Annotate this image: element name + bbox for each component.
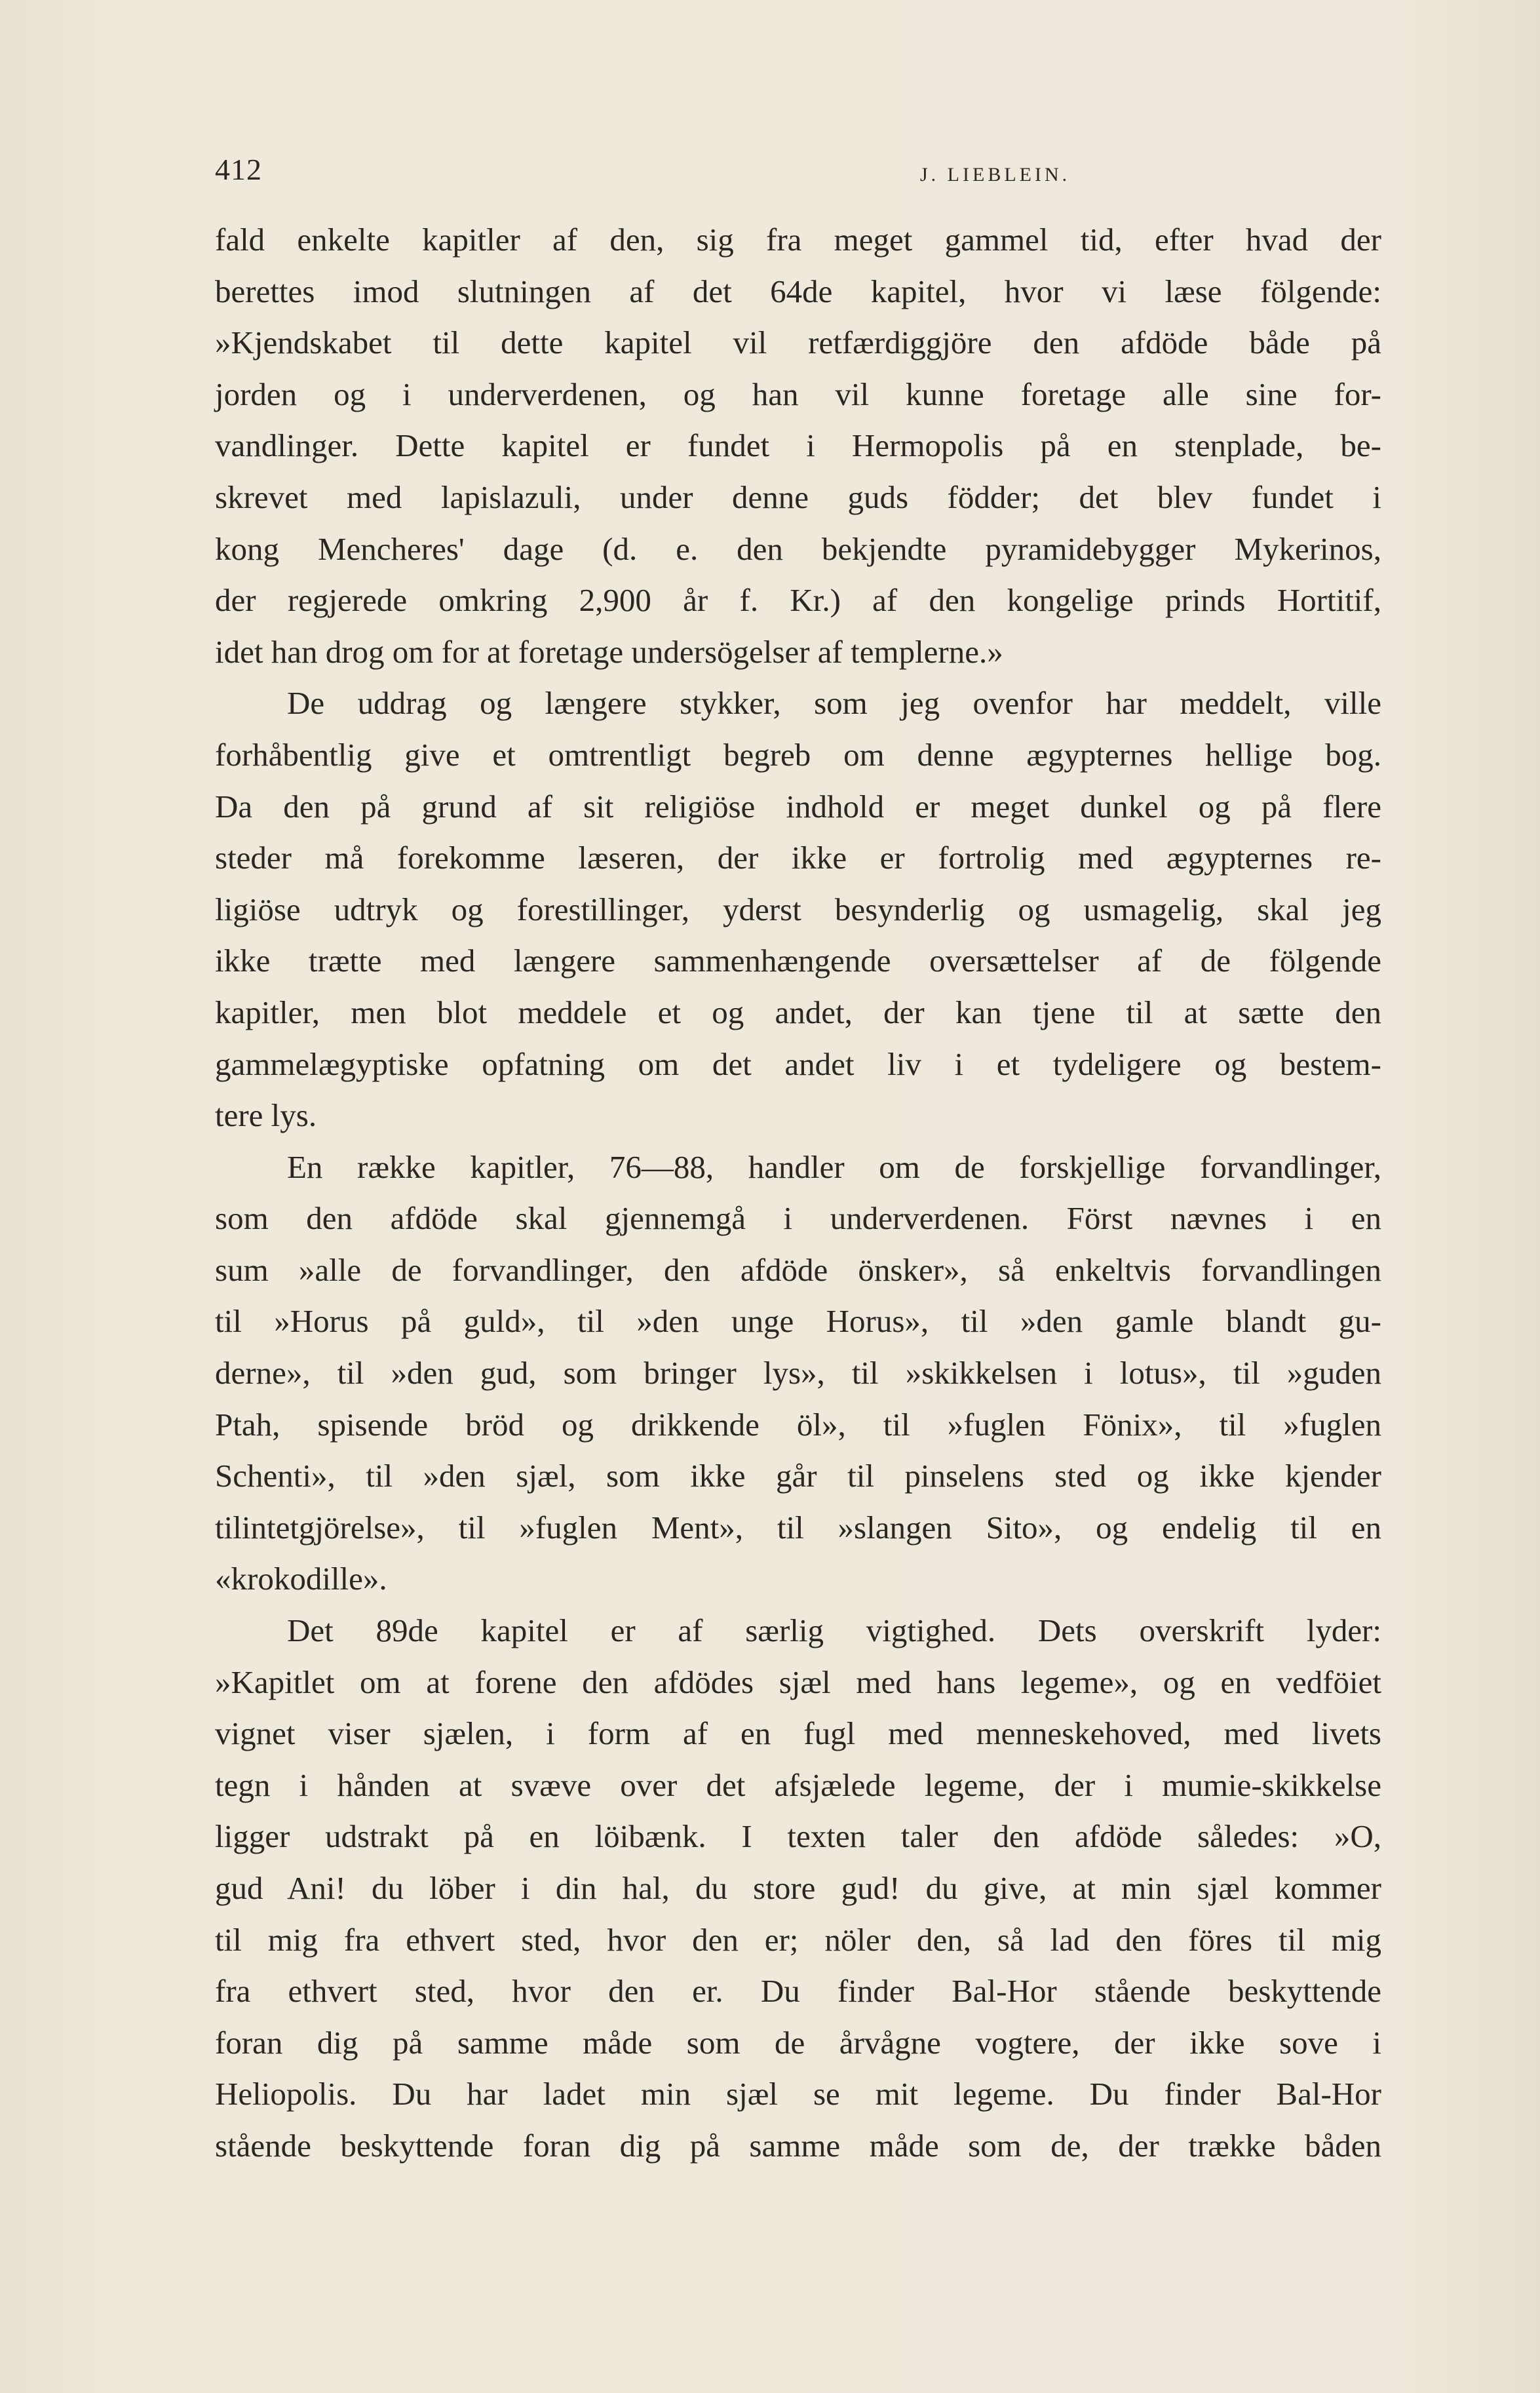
- text-line: som den afdöde skal gjennemgå i underverdenen. Först nævnes i en: [215, 1200, 1381, 1237]
- text-line: kapitler, men blot meddele et og andet, der kan tjene til at sætte den: [215, 994, 1381, 1030]
- text-line: til »Horus på guld», til »den unge Horus», til »den gamle blandt gu-: [215, 1303, 1381, 1340]
- text-line: forhåbentlig give et omtrentligt begreb om denne ægypternes hellige bog.: [215, 736, 1381, 773]
- text-line: fald enkelte kapitler af den, sig fra meget gammel tid, efter hvad der: [215, 222, 1381, 258]
- text-line: berettes imod slutningen af det 64de kapitel, hvor vi læse fölgende:: [215, 273, 1381, 309]
- text-line: sum »alle de forvandlinger, den afdöde önsker», så enkeltvis forvandlingen: [215, 1251, 1381, 1288]
- paragraph-start: De uddrag og længere stykker, som jeg ovenfor har meddelt, ville: [287, 685, 1381, 722]
- text-line: idet han drog om for at foretage undersögelser af templerne.»: [215, 633, 1003, 670]
- running-head: J. LIEBLEIN.: [920, 164, 1071, 185]
- text-line: vandlinger. Dette kapitel er fundet i Hermopolis på en stenplade, be-: [215, 427, 1381, 464]
- paragraph-start: Det 89de kapitel er af særlig vigtighed. Dets overskrift lyder:: [287, 1612, 1381, 1649]
- text-line: der regjerede omkring 2,900 år f. Kr.) af den kongelige prinds Hortitif,: [215, 582, 1381, 619]
- text-line: Ptah, spisende bröd og drikkende öl», til »fuglen Fönix», til »fuglen: [215, 1406, 1381, 1443]
- text-line: »Kapitlet om at forene den afdödes sjæl med hans legeme», og en vedföiet: [215, 1663, 1381, 1700]
- text-line: foran dig på samme måde som de årvågne vogtere, der ikke sove i: [215, 2024, 1381, 2061]
- text-line: Da den på grund af sit religiöse indhold er meget dunkel og på flere: [215, 788, 1381, 825]
- body-text: [215, 214, 1381, 2172]
- text-line: steder må forekomme læseren, der ikke er fortrolig med ægypternes re-: [215, 840, 1381, 876]
- text-line: ikke trætte med længere sammenhængende oversættelser af de fölgende: [215, 943, 1381, 979]
- text-line: Heliopolis. Du har ladet min sjæl se mit legeme. Du finder Bal-Hor: [215, 2076, 1381, 2112]
- text-line: ligiöse udtryk og forestillinger, yderst besynderlig og usmagelig, skal jeg: [215, 891, 1381, 927]
- page-number: 412: [215, 153, 262, 186]
- text-line: jorden og i underverdenen, og han vil kunne foretage alle sine for-: [215, 376, 1381, 412]
- text-line: stående beskyttende foran dig på samme måde som de, der trække båden: [215, 2127, 1381, 2164]
- text-line: derne», til »den gud, som bringer lys», til »skikkelsen i lotus», til »guden: [215, 1355, 1381, 1391]
- text-line: vignet viser sjælen, i form af en fugl med menneskehoved, med livets: [215, 1715, 1381, 1752]
- text-line: gammelægyptiske opfatning om det andet liv i et tydeligere og bestem-: [215, 1045, 1381, 1082]
- text-line: tilintetgjörelse», til »fuglen Ment», til »slangen Sito», og endelig til en: [215, 1509, 1381, 1546]
- text-line: skrevet med lapislazuli, under denne guds födder; det blev fundet i: [215, 478, 1381, 515]
- text-line: «krokodille».: [215, 1561, 387, 1597]
- paragraph-start: En række kapitler, 76—88, handler om de forskjellige forvandlinger,: [287, 1148, 1381, 1185]
- text-line: kong Mencheres' dage (d. e. den bekjendte pyramidebygger Mykerinos,: [215, 530, 1381, 567]
- text-line: Schenti», til »den sjæl, som ikke går til pinselens sted og ikke kjender: [215, 1458, 1381, 1494]
- text-line: fra ethvert sted, hvor den er. Du finder Bal-Hor stående beskyttende: [215, 1973, 1381, 2010]
- text-line: tegn i hånden at svæve over det afsjælede legeme, der i mumie-skikkelse: [215, 1766, 1381, 1803]
- text-line: ligger udstrakt på en löibænk. I texten taler den afdöde således: »O,: [215, 1818, 1381, 1855]
- text-line: gud Ani! du löber i din hal, du store gud! du give, at min sjæl kommer: [215, 1870, 1381, 1906]
- text-line: tere lys.: [215, 1097, 317, 1134]
- text-line: til mig fra ethvert sted, hvor den er; nöler den, så lad den föres til mig: [215, 1921, 1381, 1958]
- text-line: »Kjendskabet til dette kapitel vil retfærdiggjöre den afdöde både på: [215, 324, 1381, 361]
- page-header: [215, 152, 1381, 198]
